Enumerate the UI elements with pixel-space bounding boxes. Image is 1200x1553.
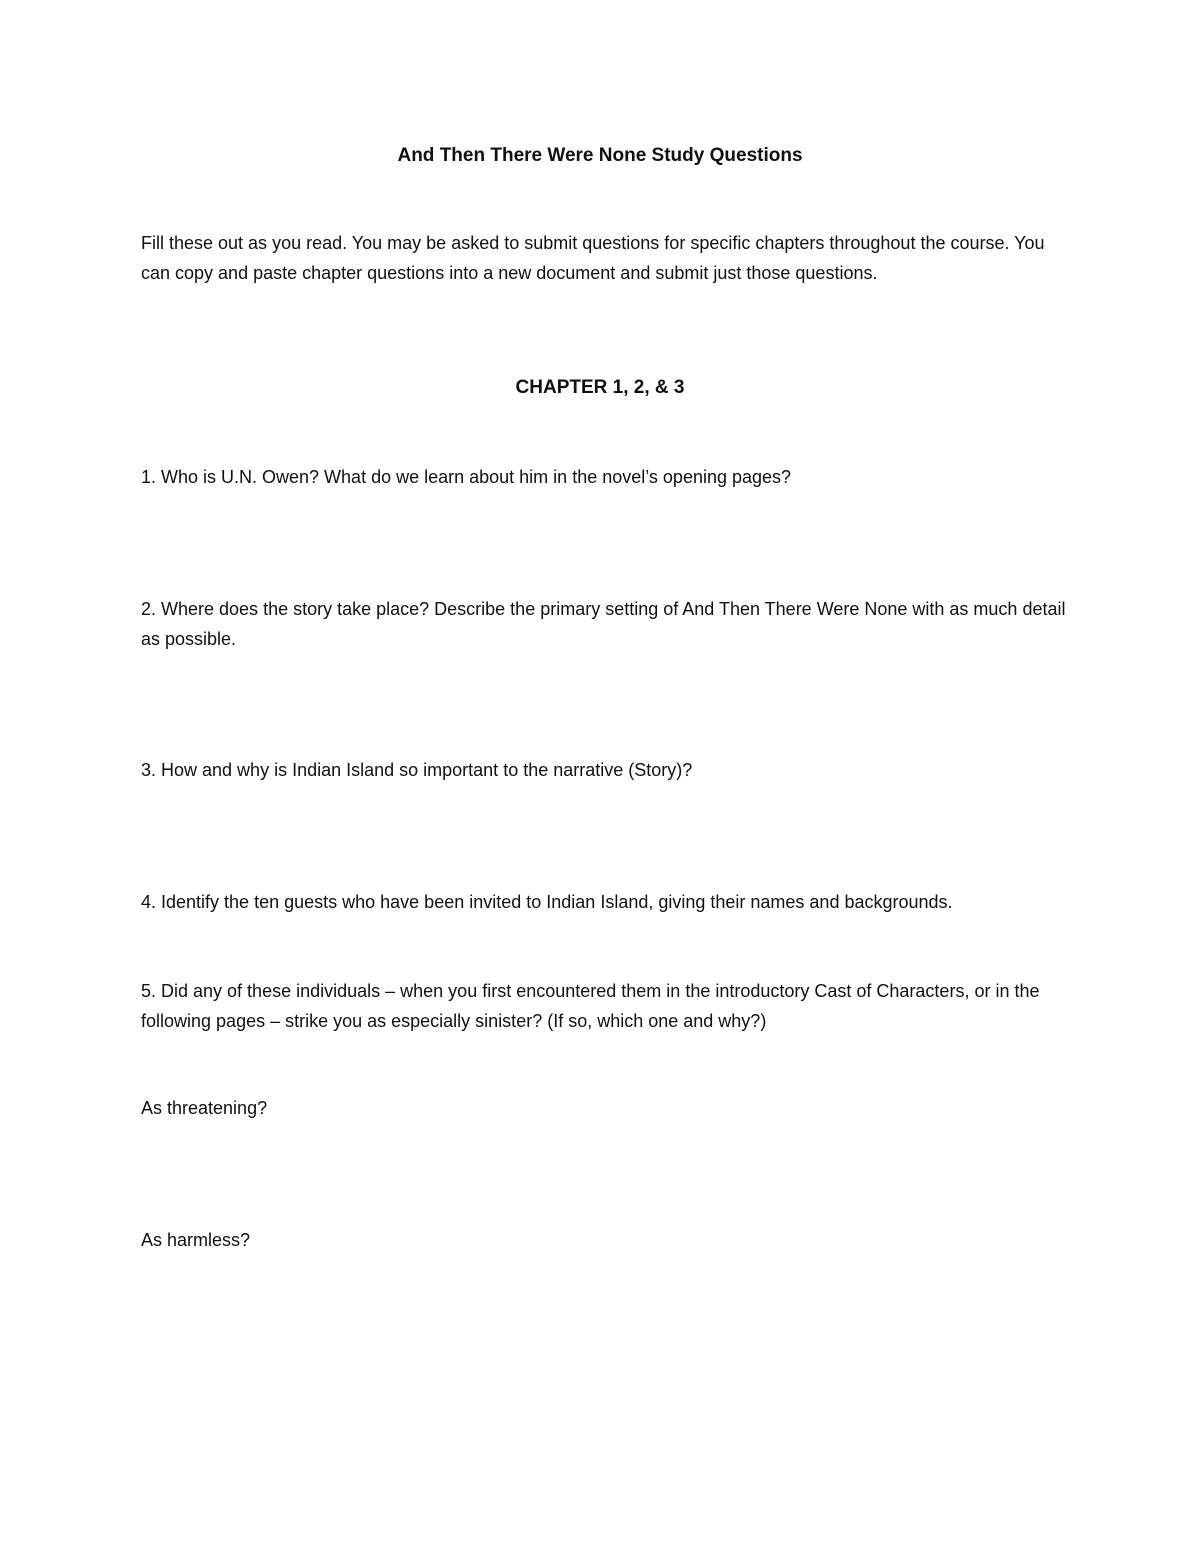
- document-title: And Then There Were None Study Questions: [397, 145, 803, 166]
- question-3: 3. How and why is Indian Island so important to the narrative (Story)?: [141, 760, 693, 780]
- question-5: 5. Did any of these individuals – when you first encountered them in the introductory Cast of Characters, or in the following pages – strike you as especially sinister? (If so, which one and why?): [141, 981, 1040, 1031]
- chapter-heading: CHAPTER 1, 2, & 3: [515, 377, 685, 398]
- follow-up-harmless: As harmless?: [141, 1230, 251, 1250]
- question-1: 1. Who is U.N. Owen? What do we learn about him in the novel’s opening pages?: [141, 467, 792, 487]
- question-2: 2. Where does the story take place? Describe the primary setting of And Then There Were None with as much detail as possible.: [141, 599, 1066, 649]
- follow-up-threatening: As threatening?: [141, 1098, 268, 1118]
- intro-paragraph: Fill these out as you read. You may be asked to submit questions for specific chapters throughout the course. You can copy and paste chapter questions into a new document and submit just those questions.: [141, 233, 1045, 283]
- question-4: 4. Identify the ten guests who have been invited to Indian Island, giving their names and backgrounds.: [141, 892, 953, 912]
